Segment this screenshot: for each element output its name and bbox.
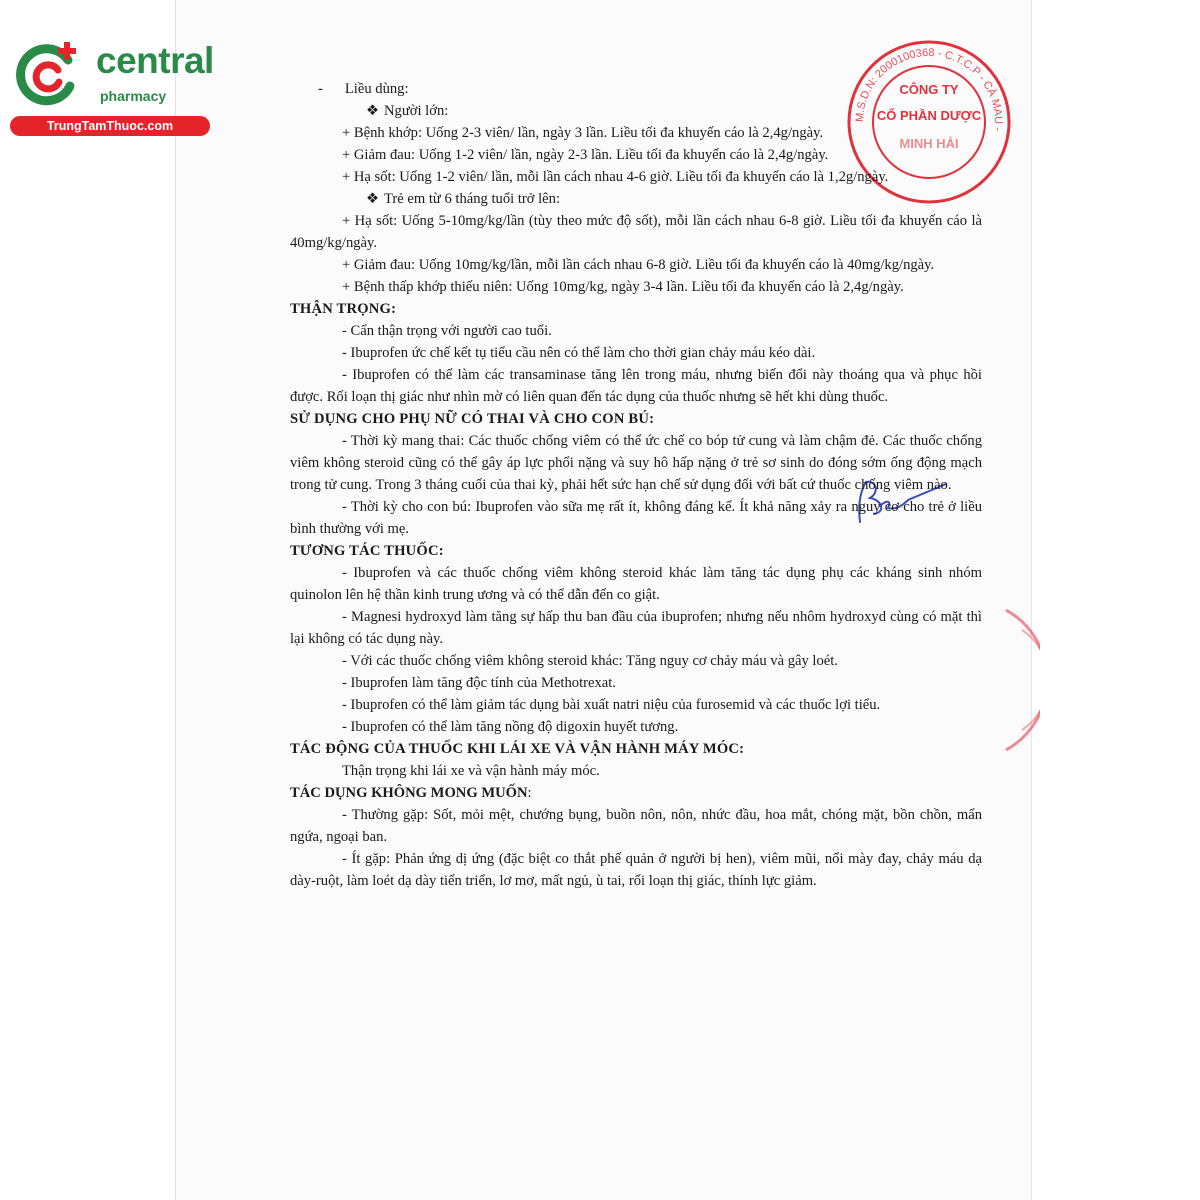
document-body [290,78,982,892]
dosage-child-fever: + Hạ sốt: Uống 5-10mg/kg/lần (tùy theo mức độ sốt), mỗi lần cách nhau 6-8 giờ. Liều tối đa khuyến cáo là 40mg/kg/ngày. [290,213,982,251]
precaution-item: - Ibuprofen có thể làm các transaminase tăng lên trong máu, nhưng biến đổi này thoáng qua và phục hồi được. Rối loạn thị giác như nhìn mờ có liên quan đến tác dụng của thuốc nhưng sẽ hết khi dùng thuốc. [290,367,982,405]
section-heading-driving: TÁC ĐỘNG CỦA THUỐC KHI LÁI XE VÀ VẬN HÀNH MÁY MÓC: [290,741,745,757]
dosage-adult-arthritis: + Bệnh khớp: Uống 2-3 viên/ lần, ngày 3 lần. Liều tối đa khuyến cáo là 2,4g/ngày. [342,125,824,141]
diamond-bullet-icon: ❖ [366,191,380,207]
interaction-item: - Ibuprofen có thể làm giảm tác dụng bài xuất natri niệu của furosemid và các thuốc lợi tiểu. [342,697,881,713]
brand-name: central [96,40,214,81]
svg-text:CỔ PHẦN DƯỢC: CỔ PHẦN DƯỢC [876,108,982,123]
svg-text:CÔNG TY: CÔNG TY [899,82,959,97]
section-heading-interactions: TƯƠNG TÁC THUỐC: [290,543,444,559]
interaction-item: - Magnesi hydroxyd làm tăng sự hấp thu ban đầu của ibuprofen; nhưng nếu nhôm hydroxyd cùng có mặt thì lại không có tác dụng này. [290,609,982,647]
side-effect-item: - Thường gặp: Sốt, mỏi mệt, chướng bụng, buồn nôn, nôn, nhức đầu, hoa mắt, chóng mặt, bồn chồn, mẩn ngứa, ngoại ban. [290,807,982,845]
pregnancy-item: - Thời kỳ mang thai: Các thuốc chống viêm có thể ức chế co bóp tử cung và làm chậm đẻ. Các thuốc chống viêm không steroid cũng có thể gây áp lực phổi nặng và suy hô hấp nặng ở trẻ sơ sinh do đóng sớm ống động mạch trong tử cung. Trong 3 tháng cuối của thai kỳ, phải hết sức hạn chế sử dụng đối với bất cứ thuốc chống viêm nào. [290,433,982,493]
brand-subtitle: pharmacy [100,88,167,104]
svg-text:MINH HẢI: MINH HẢI [899,136,959,151]
brand-website: TrungTamThuoc.com [10,116,210,136]
precaution-item: - Ibuprofen ức chế kết tụ tiểu cầu nên có thể làm cho thời gian chảy máu kéo dài. [342,345,816,361]
pharmacy-cross-logo-icon [12,38,82,108]
dosage-adult-fever: + Hạ sốt: Uống 1-2 viên/ lần, mỗi lần cách nhau 4-6 giờ. Liều tối đa khuyến cáo là 1,2g/ngày. [342,169,889,185]
svg-text:M.S.D.N: 2000100368 - C.T.C.P: M.S.D.N: 2000100368 - C.T.C.P - CÀ MAU - [853,46,1005,132]
section-heading-precautions: THẬN TRỌNG: [290,301,397,317]
adult-heading: ❖ Người lớn: [290,100,982,122]
interaction-item: - Với các thuốc chống viêm không steroid khác: Tăng nguy cơ chảy máu và gây loét. [342,653,838,669]
precaution-item: - Cẩn thận trọng với người cao tuổi. [342,323,552,339]
diamond-bullet-icon: ❖ [366,103,380,119]
section-heading-pregnancy: SỬ DỤNG CHO PHỤ NỮ CÓ THAI VÀ CHO CON BÚ: [290,411,655,427]
section-heading-side-effects: TÁC DỤNG KHÔNG MONG MUỐN: [290,785,532,801]
interaction-item: - Ibuprofen và các thuốc chống viêm không steroid khác làm tăng tác dụng phụ các kháng sinh nhóm quinolon lên hệ thần kinh trung ương và có thể dẫn đến co giật. [290,565,982,603]
dosage-child-juvenile-arthritis: + Bệnh thấp khớp thiếu niên: Uống 10mg/kg, ngày 3-4 lần. Liều tối đa khuyến cáo là 2,4g/ngày. [342,279,904,295]
side-effect-item: - Ít gặp: Phản ứng dị ứng (đặc biệt co thắt phế quản ở người bị hen), viêm mũi, nổi mày đay, chảy máu dạ dày-ruột, làm loét dạ dày tiến triển, lơ mơ, mất ngủ, ù tai, rối loạn thị giác, thính lực giảm. [290,851,982,889]
interaction-item: - Ibuprofen có thể làm tăng nồng độ digoxin huyết tương. [342,719,679,735]
breastfeeding-item: - Thời kỳ cho con bú: Ibuprofen vào sữa mẹ rất ít, không đáng kể. Ít khả năng xảy ra nguy cơ cho trẻ ở liều bình thường với mẹ. [290,499,982,537]
dosage-child-pain: + Giảm đau: Uống 10mg/kg/lần, mỗi lần cách nhau 6-8 giờ. Liều tối đa khuyến cáo là 40mg/kg/ngày. [342,257,935,273]
interaction-item: - Ibuprofen làm tăng độc tính của Methotrexat. [342,675,616,691]
dosage-adult-pain: + Giảm đau: Uống 1-2 viên/ lần, ngày 2-3 lần. Liều tối đa khuyến cáo là 2,4g/ngày. [342,147,829,163]
dosage-heading: - Liều dùng: [318,81,409,97]
central-pharmacy-logo[interactable] [10,36,215,136]
driving-item: Thận trọng khi lái xe và vận hành máy móc. [342,763,600,779]
child-heading: ❖ Trẻ em từ 6 tháng tuổi trở lên: [290,188,982,210]
partial-seal-stamp [1000,600,1040,760]
